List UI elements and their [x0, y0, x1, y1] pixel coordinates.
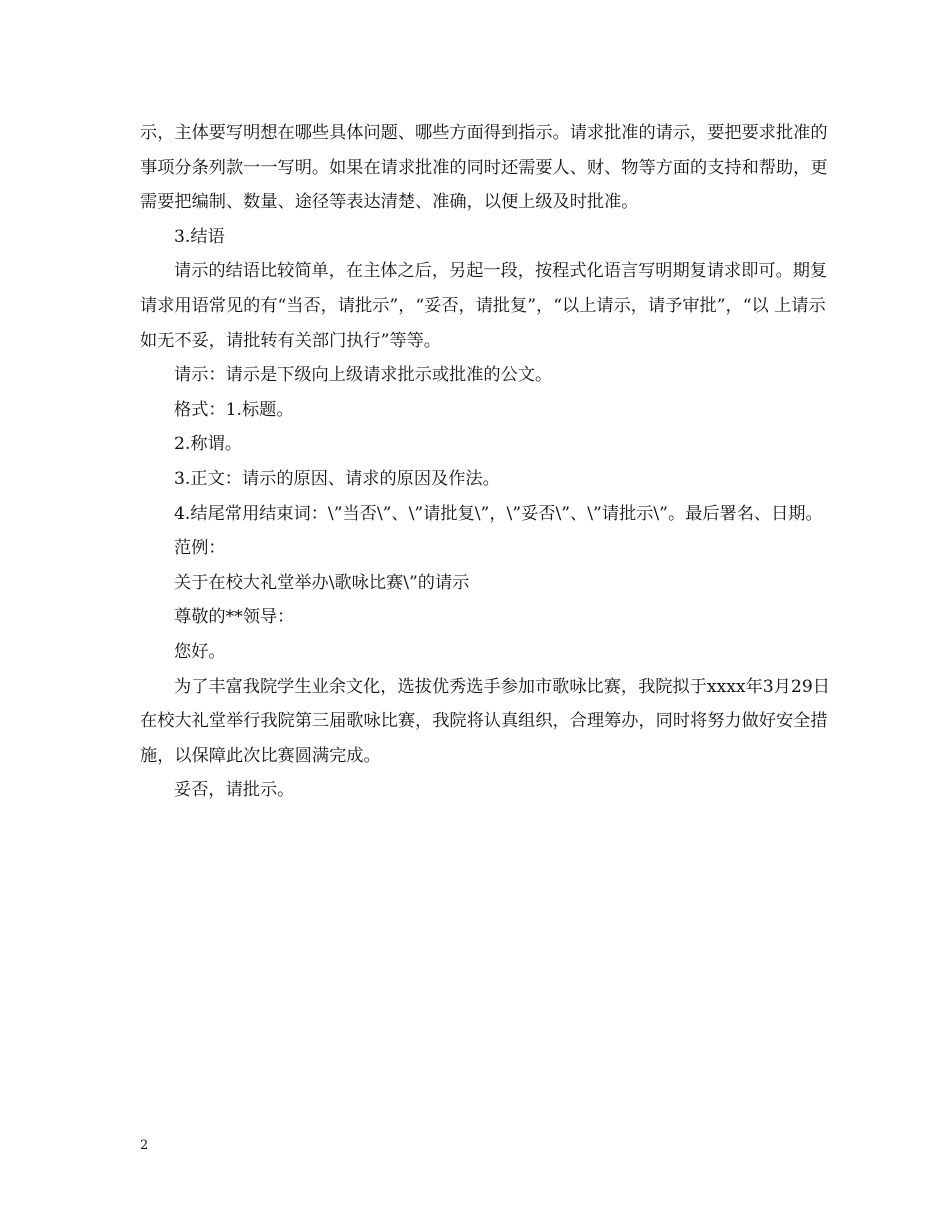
page-number: 2	[140, 1138, 149, 1153]
paragraph-definition: 请示：请示是下级向上级请求批示或批准的公文。	[174, 365, 553, 386]
paragraph-example-body: 为了丰富我院学生业余文化，选拔优秀选手参加市歌咏比赛，我院拟于xxxx年3月29日在校大礼堂举行我院第三届歌咏比赛，我院将认真组织，合理筹办，同时将努力做好安全措施，以保障此次比赛圆满完成。	[140, 676, 830, 766]
paragraph-example-label: 范例：	[174, 538, 226, 559]
paragraph-format-title: 格式：1.标题。	[174, 399, 294, 420]
paragraph-body-continuation: 示，主体要写明想在哪些具体问题、哪些方面得到指示。请求批准的请示，要把要求批准的事项分条列款一一写明。如果在请求批准的同时还需要人、财、物等方面的支持和帮助，更需要把编制、数量、途径等表达清楚、准确，以便上级及时批准。	[140, 123, 828, 213]
paragraph-example-salutation: 尊敬的**领导：	[174, 607, 295, 628]
paragraph-format-body: 3.正文：请示的原因、请求的原因及作法。	[174, 468, 500, 489]
paragraph-section-heading-conclusion: 3.结语	[174, 226, 225, 247]
paragraph-example-greeting: 您好。	[174, 641, 226, 662]
document-body	[140, 116, 830, 808]
paragraph-format-ending: 4.结尾常用结束词：\”当否\”、\”请批复\”，\”妥否\”、\”请批示\”。最后署名、日期。	[174, 503, 823, 524]
paragraph-example-closing: 妥否，请批示。	[174, 780, 295, 801]
paragraph-example-title: 关于在校大礼堂举办\歌咏比赛\”的请示	[174, 572, 470, 593]
paragraph-conclusion-text: 请示的结语比较简单，在主体之后，另起一段，按程式化语言写明期复请求即可。期复请求用语常见的有“当否，请批示”，“妥否，请批复”，“以上请示，请予审批”，“以 上请示如无不妥，请批转有关部门执行”等等。	[140, 261, 828, 351]
paragraph-format-salutation: 2.称谓。	[174, 434, 242, 455]
